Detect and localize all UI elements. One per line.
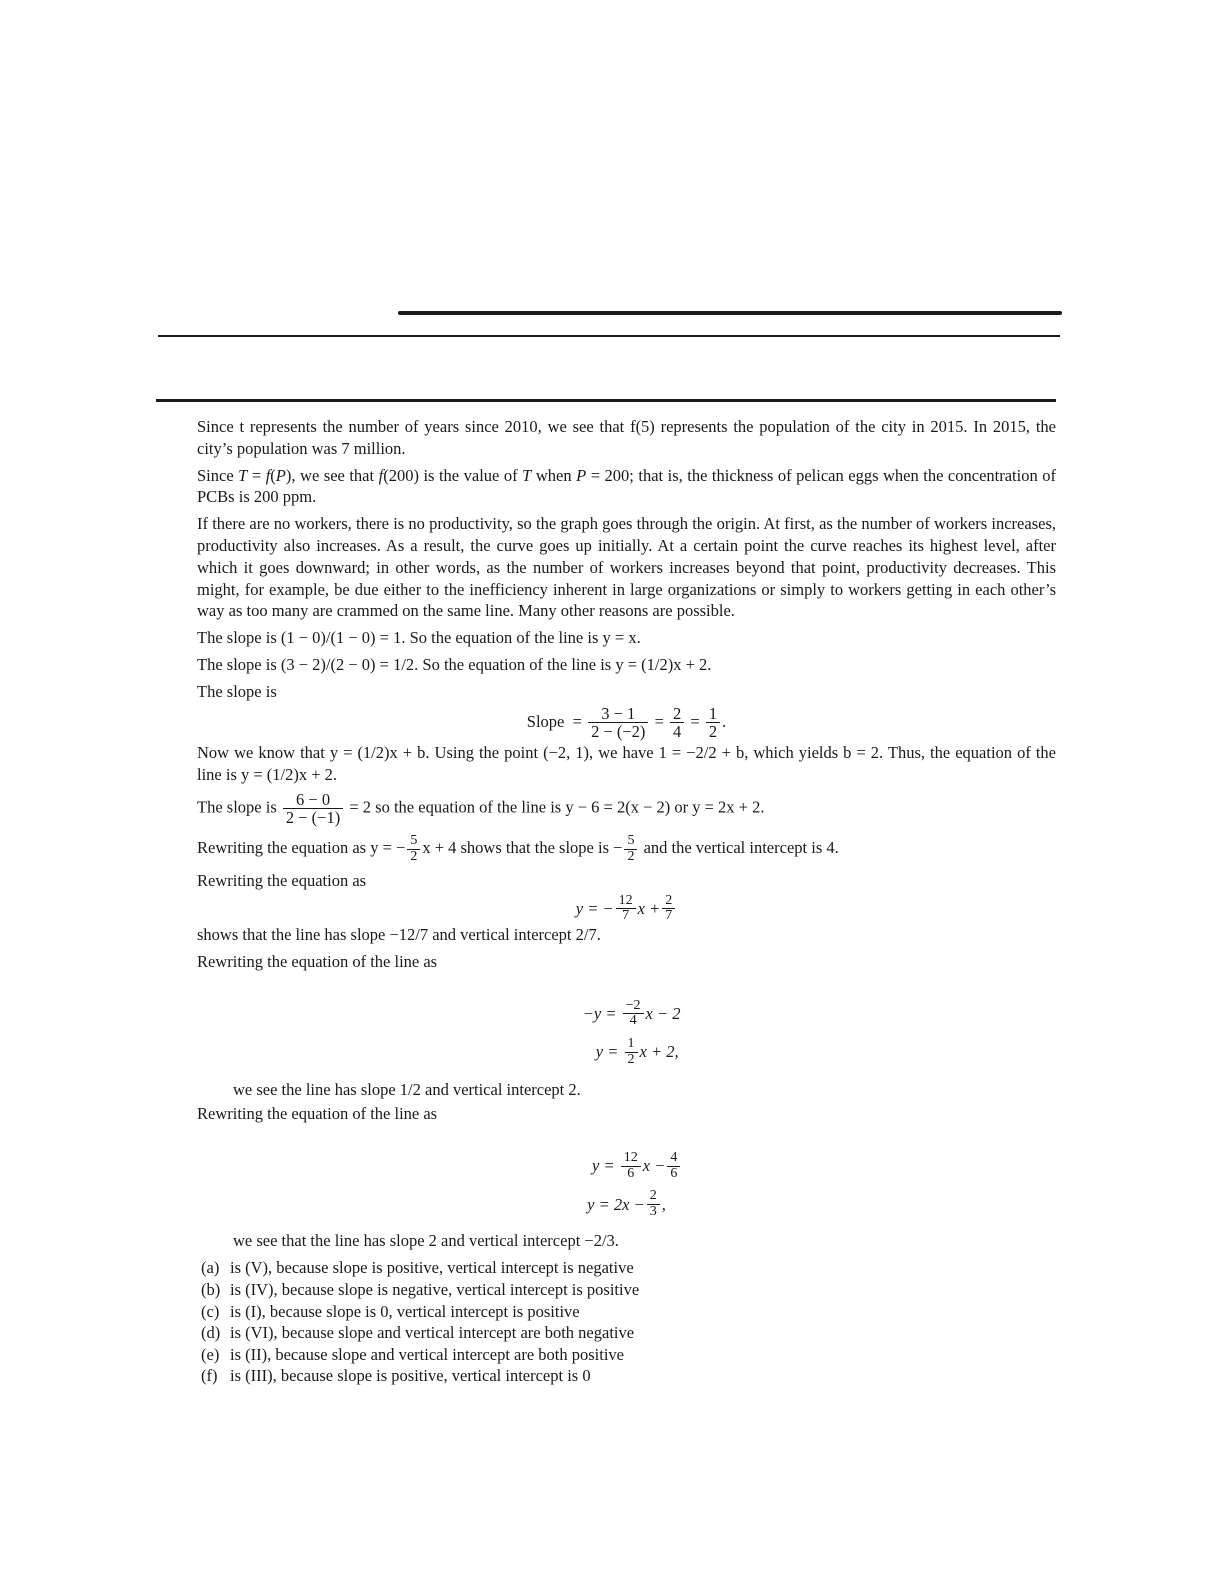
equation-10: y = − $\frac{12}{7}$ x + $\frac{2}{7}$ xyxy=(197,894,1056,924)
answer-paragraph-13: we see the line has slope 1/2 and vertical intercept 2. xyxy=(233,1080,581,1100)
list-item: (e) is (II), because slope and vertical intercept are both positive xyxy=(201,1344,625,1364)
list-item: (d) is (VI), because slope and vertical intercept are both negative xyxy=(201,1323,635,1343)
answer-paragraph-15: we see that the line has slope 2 and vertical intercept −2/3. xyxy=(233,1230,619,1250)
matching-answer-list xyxy=(197,1257,1056,1387)
answer-paragraph-4: The slope is (1 − 0)/(1 − 0) = 1. So the equation of the line is y = x. xyxy=(197,628,641,648)
answer-paragraph-6: The slope is xyxy=(197,681,277,701)
equation-14: y = $\frac{12}{6}$ x − $\frac{4}{6}$ y = 2x − $\frac{2}{3}$ , xyxy=(197,1151,1056,1220)
list-item: (f) is (III), because slope is positive, vertical intercept is 0 xyxy=(201,1366,591,1386)
answer-paragraph-9: Rewriting the equation as y = − $\frac{5}{2}$ x + 4 shows that the slope is − $\frac{5}{2}$ and the vertical intercept is 4. xyxy=(197,833,839,865)
list-item: (c) is (I), because slope is 0, vertical intercept is positive xyxy=(201,1301,580,1321)
header-rule-middle xyxy=(158,335,1060,337)
list-item: (b) is (IV), because slope is negative, vertical intercept is positive xyxy=(201,1280,640,1300)
answer-paragraph-5: The slope is (3 − 2)/(2 − 0) = 1/2. So the equation of the line is y = (1/2)x + 2. xyxy=(197,654,712,674)
slope-equation: Slope = $\frac{3 - 1}{2 - (-2)}$ = $\frac{2}{4}$ = $\frac{1}{2}$ . xyxy=(526,703,727,741)
answer-paragraph-11: shows that the line has slope −12/7 and vertical intercept 2/7. xyxy=(197,924,601,944)
answer-paragraph-10: Rewriting the equation as xyxy=(197,870,367,890)
answer-paragraph-2: Since T = f(P), we see that f(200) is the value of T when P = 200; that is, the thickness of pelican eggs when the concentration of PCBs is 200 ppm. xyxy=(197,465,1056,507)
answer-paragraph-7: Now we know that y = (1/2)x + b. Using the point (−2, 1), we have 1 = −2/2 + b, which yields b = 2. Thus, the equation of the line is y = (1/2)x + 2. xyxy=(197,743,1056,784)
answer-paragraph-3: If there are no workers, there is no productivity, so the graph goes through the origin. At first, as the number of workers increases, productivity also increases. As a result, the curve goes up initially. At a certain point the curve reaches its highest level, after which it goes downward; in other words, as the number of workers increases beyond that point, productivity decreases. This might, for example, be due either to the inefficiency inherent in large organizations or simply to workers getting in each other’s way as too many are crammed on the same line. Many other reasons are possible. xyxy=(197,514,1056,621)
solutions-text xyxy=(197,416,1056,1387)
equation-12: −y = $\frac{-2}{4}$ x − 2 y = $\frac{1}{2}$ x + 2, xyxy=(582,997,681,1067)
answer-paragraph-14: Rewriting the equation of the line as xyxy=(197,1104,438,1124)
header-rule-top xyxy=(398,311,1062,315)
list-item: (a) is (V), because slope is positive, vertical intercept is negative xyxy=(201,1258,634,1278)
answer-paragraph-12: Rewriting the equation of the line as xyxy=(197,951,438,971)
answer-paragraph-1: Since t represents the number of years since 2010, we see that f(5) represents the population of the city in 2015. In 2015, the city’s population was 7 million. xyxy=(197,417,1056,458)
answer-paragraph-8: The slope is $\frac{6 - 0}{2 - (-1)}$ = 2 so the equation of the line is y − 6 = 2(x − 2) or y = 2x + 2. xyxy=(197,789,765,828)
header-rule-bottom xyxy=(156,399,1056,402)
